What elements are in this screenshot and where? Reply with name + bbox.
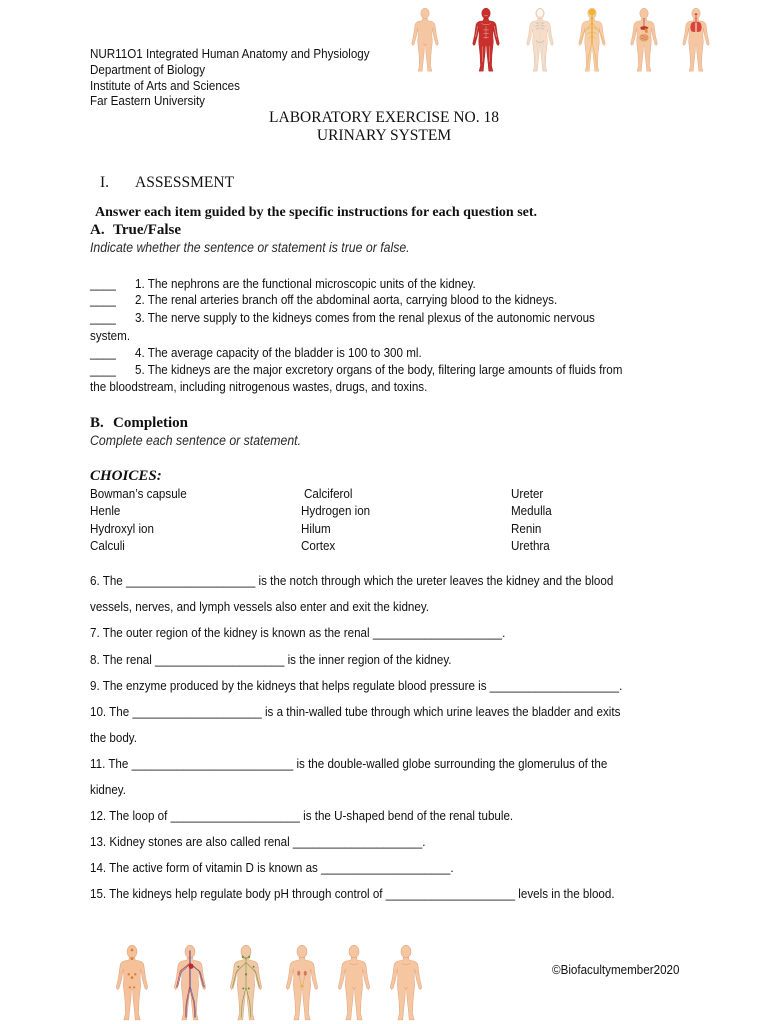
exercise-topic: URINARY SYSTEM bbox=[316, 127, 452, 144]
choice-term: Hydrogen ion bbox=[301, 504, 371, 518]
choice-term: Calculi bbox=[90, 539, 125, 553]
completion-item[interactable]: 10. The ____________________ is a thin-walled tube through which urine leaves the bladder and exits bbox=[90, 705, 621, 719]
institute-name: Institute of Arts and Sciences bbox=[90, 79, 240, 93]
completion-item[interactable]: 7. The outer region of the kidney is known as the renal ____________________. bbox=[90, 626, 506, 640]
part-b-directions: Complete each sentence or statement. bbox=[90, 433, 302, 448]
exercise-title: LABORATORY EXERCISE NO. 18 bbox=[269, 109, 499, 126]
part-b-letter: B. bbox=[90, 415, 104, 431]
respiratory-system-figure-illustration bbox=[674, 7, 718, 73]
choice-term: Hilum bbox=[301, 522, 331, 536]
choice-term: Hydroxyl ion bbox=[90, 522, 154, 536]
choice-term: Ureter bbox=[511, 487, 544, 501]
true-false-item-continued: the bloodstream, including nitrogenous wastes, drugs, and toxins. bbox=[90, 380, 428, 394]
part-a-title: True/False bbox=[113, 222, 182, 238]
cardiovascular-system-figure-illustration bbox=[166, 944, 214, 1022]
copyright-notice: ©Biofacultymember2020 bbox=[552, 963, 680, 977]
completion-item[interactable]: 9. The enzyme produced by the kidneys that helps regulate blood pressure is ____________________. bbox=[90, 679, 623, 693]
choices-label: CHOICES: bbox=[90, 468, 162, 484]
completion-item[interactable]: 6. The ____________________ is the notch through which the ureter leaves the kidney and the blood bbox=[90, 574, 614, 588]
skeletal-system-figure-illustration bbox=[518, 7, 562, 73]
answer-blank[interactable]: ____ bbox=[90, 293, 116, 307]
true-false-item: 3. The nerve supply to the kidneys comes from the renal plexus of the autonomic nervous bbox=[135, 311, 595, 325]
department-name: Department of Biology bbox=[90, 63, 206, 77]
part-a-directions: Indicate whether the sentence or statement is true or false. bbox=[90, 240, 410, 255]
endocrine-system-figure-illustration bbox=[108, 944, 156, 1022]
choice-term: Urethra bbox=[511, 539, 550, 553]
completion-item[interactable]: 13. Kidney stones are also called renal ____________________. bbox=[90, 835, 426, 849]
plain-body-figure-illustration bbox=[403, 7, 447, 73]
course-title: NUR11O1 Integrated Human Anatomy and Physiology bbox=[90, 47, 370, 61]
true-false-item: 2. The renal arteries branch off the abdominal aorta, carrying blood to the kidneys. bbox=[135, 293, 558, 307]
section-heading: ASSESSMENT bbox=[135, 174, 235, 191]
completion-item[interactable]: 14. The active form of vitamin D is known as ____________________. bbox=[90, 861, 454, 875]
university-name: Far Eastern University bbox=[90, 94, 206, 108]
true-false-item: 5. The kidneys are the major excretory organs of the body, filtering large amounts of fluids from bbox=[135, 363, 623, 377]
muscular-system-figure-illustration bbox=[464, 7, 508, 73]
answer-blank[interactable]: ____ bbox=[90, 311, 116, 325]
choice-term: Calciferol bbox=[304, 487, 353, 501]
choice-term: Bowman’s capsule bbox=[90, 487, 187, 501]
body-figure-illustration bbox=[382, 944, 430, 1022]
completion-item-continued: the body. bbox=[90, 731, 137, 745]
part-b-title: Completion bbox=[113, 415, 188, 431]
body-figure-illustration bbox=[330, 944, 378, 1022]
choice-term: Renin bbox=[511, 522, 542, 536]
completion-item-continued: vessels, nerves, and lymph vessels also enter and exit the kidney. bbox=[90, 600, 430, 614]
urinary-system-figure-illustration bbox=[278, 944, 326, 1022]
lymphatic-system-figure-illustration bbox=[222, 944, 270, 1022]
general-instructions: Answer each item guided by the specific instructions for each question set. bbox=[95, 205, 538, 220]
answer-blank[interactable]: ____ bbox=[90, 277, 116, 291]
choice-term: Medulla bbox=[511, 504, 552, 518]
true-false-item-continued: system. bbox=[90, 329, 131, 343]
completion-item[interactable]: 8. The renal ____________________ is the inner region of the kidney. bbox=[90, 653, 452, 667]
completion-item[interactable]: 11. The _________________________ is the double-walled globe surrounding the glomerulus of the bbox=[90, 757, 608, 771]
completion-item[interactable]: 15. The kidneys help regulate body pH through control of ____________________ levels in the blood. bbox=[90, 887, 615, 901]
true-false-item: 4. The average capacity of the bladder is 100 to 300 ml. bbox=[135, 346, 422, 360]
true-false-item: 1. The nephrons are the functional microscopic units of the kidney. bbox=[135, 277, 476, 291]
nervous-system-figure-illustration bbox=[570, 7, 614, 73]
completion-item[interactable]: 12. The loop of ____________________ is the U-shaped bend of the renal tubule. bbox=[90, 809, 514, 823]
choice-term: Henle bbox=[90, 504, 121, 518]
digestive-system-figure-illustration bbox=[622, 7, 666, 73]
answer-blank[interactable]: ____ bbox=[90, 346, 116, 360]
choice-term: Cortex bbox=[301, 539, 336, 553]
part-a-letter: A. bbox=[90, 222, 105, 238]
answer-blank[interactable]: ____ bbox=[90, 363, 116, 377]
completion-item-continued: kidney. bbox=[90, 783, 126, 797]
section-numeral: I. bbox=[100, 174, 110, 191]
